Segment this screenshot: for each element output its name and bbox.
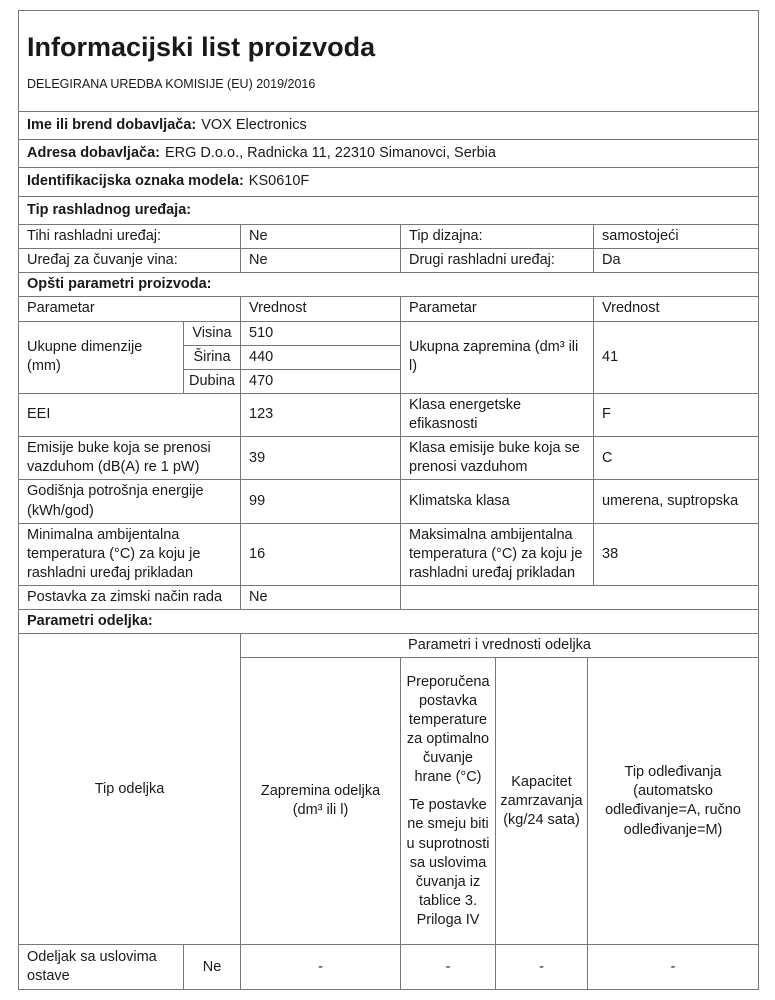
- compartment-freeze-value: -: [496, 945, 588, 990]
- general-section-header: Opšti parametri proizvoda:: [19, 273, 759, 297]
- noise-label: Emisije buke koja se prenosi vazduhom (dB(A) re 1 pW): [19, 437, 241, 480]
- row-model: [19, 168, 759, 197]
- row-param-header: [19, 297, 759, 321]
- address-cell: [19, 140, 759, 168]
- winter-setting-value: Ne: [241, 586, 401, 610]
- energy-class-value: F: [594, 393, 759, 436]
- value-header-1: Vrednost: [241, 297, 401, 321]
- eei-label: EEI: [19, 393, 241, 436]
- supplier-label: Ime ili brend dobavljača:: [27, 116, 197, 133]
- address-label: Adresa dobavljača:: [27, 144, 160, 161]
- total-volume-value: 41: [594, 321, 759, 393]
- compartment-defrost-value: -: [588, 945, 759, 990]
- other-appliance-label: Drugi rashladni uređaj:: [401, 249, 594, 273]
- row-address: [19, 140, 759, 168]
- dim-width-label: Širina: [184, 345, 241, 369]
- param-header-2: Parametar: [401, 297, 594, 321]
- compartment-data-row: [19, 945, 759, 990]
- compartment-section-header: Parametri odeljka:: [19, 610, 759, 634]
- row-supplier: [19, 112, 759, 140]
- design-type-label: Tip dizajna:: [401, 225, 594, 249]
- row-noise: [19, 437, 759, 480]
- dim-width-value: 440: [241, 345, 401, 369]
- dim-depth-label: Dubina: [184, 369, 241, 393]
- row-energy-consumption: [19, 480, 759, 523]
- compartment-name: Odeljak sa uslovima ostave: [19, 945, 184, 990]
- design-type-value: samostojeći: [594, 225, 759, 249]
- row-ambient-temperature: [19, 523, 759, 585]
- freezing-capacity-col-header: Kapacitet zamrzavanja (kg/24 sata): [496, 658, 588, 945]
- row-winter-setting: [19, 586, 759, 610]
- eei-value: 123: [241, 393, 401, 436]
- product-info-table: [18, 10, 759, 634]
- noise-value: 39: [241, 437, 401, 480]
- compartment-type-col-header: Tip odeljka: [19, 634, 241, 945]
- climate-class-label: Klimatska klasa: [401, 480, 594, 523]
- dimensions-label: Ukupne dimenzije (mm): [19, 321, 184, 393]
- dim-height-label: Visina: [184, 321, 241, 345]
- wine-storage-value: Ne: [241, 249, 401, 273]
- value-header-2: Vrednost: [594, 297, 759, 321]
- row-wine-other: [19, 249, 759, 273]
- row-general-section: [19, 273, 759, 297]
- compartment-group-header: Parametri i vrednosti odeljka: [241, 634, 759, 658]
- min-temp-value: 16: [241, 523, 401, 585]
- quiet-appliance-label: Tihi rashladni uređaj:: [19, 225, 241, 249]
- compartment-temp-value: -: [401, 945, 496, 990]
- compartment-temp-col-header: [401, 658, 496, 945]
- page-title: Informacijski list proizvoda: [27, 31, 376, 62]
- supplier-cell: [19, 112, 759, 140]
- defrost-type-col-header: Tip odleđivanja (automatsko odleđivanje=A, ručno odleđivanje=M): [588, 658, 759, 945]
- compartment-table: [18, 633, 759, 990]
- address-value: ERG D.o.o., Radnicka 11, 22310 Simanovci, Serbia: [164, 144, 496, 161]
- winter-setting-label: Postavka za zimski način rada: [19, 586, 241, 610]
- quiet-appliance-value: Ne: [241, 225, 401, 249]
- other-appliance-value: Da: [594, 249, 759, 273]
- dim-depth-value: 470: [241, 369, 401, 393]
- title-row: [19, 11, 759, 112]
- supplier-value: VOX Electronics: [201, 116, 307, 133]
- row-dim-height: [19, 321, 759, 345]
- row-quiet-design: [19, 225, 759, 249]
- winter-setting-empty: [401, 586, 759, 610]
- climate-class-value: umerena, suptropska: [594, 480, 759, 523]
- noise-class-label: Klasa emisije buke koja se prenosi vazduhom: [401, 437, 594, 480]
- max-temp-label: Maksimalna ambijentalna temperatura (°C) za koju je rashladni uređaj prikladan: [401, 523, 594, 585]
- compartment-group-header-row: [19, 634, 759, 658]
- type-section-header: Tip rashladnog uređaja:: [19, 197, 759, 225]
- model-value: KS0610F: [248, 173, 310, 190]
- dim-height-value: 510: [241, 321, 401, 345]
- wine-storage-label: Uređaj za čuvanje vina:: [19, 249, 241, 273]
- row-eei: [19, 393, 759, 436]
- title-cell: [19, 11, 759, 112]
- param-header-1: Parametar: [19, 297, 241, 321]
- min-temp-label: Minimalna ambijentalna temperatura (°C) za koju je rashladni uređaj prikladan: [19, 523, 241, 585]
- compartment-volume-value: -: [241, 945, 401, 990]
- temp-setting-note: Te postavke ne smeju biti u suprotnosti sa uslovima čuvanja iz tablice 3. Priloga IV: [406, 797, 490, 929]
- row-compartment-section: [19, 610, 759, 634]
- max-temp-value: 38: [594, 523, 759, 585]
- annual-energy-label: Godišnja potrošnja energije (kWh/god): [19, 480, 241, 523]
- energy-class-label: Klasa energetske efikasnosti: [401, 393, 594, 436]
- total-volume-label: Ukupna zapremina (dm³ ili l): [401, 321, 594, 393]
- regulation-subtitle: DELEGIRANA UREDBA KOMISIJE (EU) 2019/2016: [27, 76, 316, 91]
- model-cell: [19, 168, 759, 197]
- annual-energy-value: 99: [241, 480, 401, 523]
- noise-class-value: C: [594, 437, 759, 480]
- row-type-section: [19, 197, 759, 225]
- temp-setting-text: Preporučena postavka temperature za optimalno čuvanje hrane (°C): [406, 673, 490, 786]
- compartment-volume-col-header: Zapremina odeljka (dm³ ili l): [241, 658, 401, 945]
- compartment-present-value: Ne: [184, 945, 241, 990]
- model-label: Identifikacijska oznaka modela:: [27, 173, 244, 190]
